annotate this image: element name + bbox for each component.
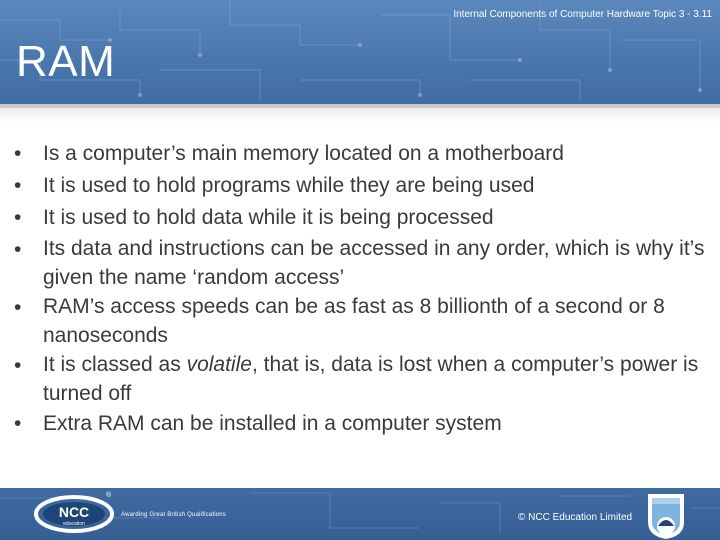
bullet-dot: • — [14, 412, 22, 435]
bullet-text: Extra RAM can be installed in a computer system — [43, 412, 502, 435]
tagline: Awarding Great British Qualifications — [121, 512, 226, 518]
bullet-dot: • — [14, 296, 22, 319]
bullet-text: RAM’s access speeds can be as fast as 8 billionth of a second or 8 nanoseconds — [43, 295, 665, 347]
bullet-item — [14, 350, 714, 408]
bullet-dot: • — [14, 206, 22, 229]
slide-title: RAM — [16, 37, 116, 86]
bullet-text-after: , that is, data is lost when a computer’s power is turned off — [43, 353, 699, 405]
bullet-text: It is used to hold programs while they are being used — [43, 174, 535, 197]
bullet-item — [14, 292, 714, 350]
bullet-text: It is used to hold data while it is being processed — [43, 206, 494, 229]
slide-header — [0, 0, 720, 104]
shield-logo-icon — [646, 492, 686, 540]
bullet-text-italic: volatile — [186, 353, 252, 376]
bullet-text: Is a computer’s main memory located on a motherboard — [43, 142, 564, 165]
bullet-list — [14, 138, 714, 440]
copyright-text: © NCC Education Limited — [518, 512, 633, 523]
bullet-text-before: It is classed as — [43, 353, 187, 376]
registered-mark-text: ® — [106, 492, 112, 498]
bullet-item — [14, 202, 714, 234]
logo-text: NCC — [58, 504, 90, 520]
bullet-dot: • — [14, 142, 22, 165]
bullet-dot: • — [14, 174, 22, 197]
bullet-item — [14, 234, 714, 292]
topic-label: Internal Components of Computer Hardware Topic 3 - 3.11 — [453, 9, 712, 20]
bullet-text: Its data and instructions can be accessed in any order, which is why it’s given the name ‘random access’ — [43, 237, 705, 289]
header-shadow — [0, 108, 720, 122]
registered-mark — [106, 490, 114, 498]
bullet-dot: • — [14, 238, 22, 261]
logo-sub: education — [63, 521, 85, 527]
ncc-logo — [34, 494, 114, 534]
bullet-item — [14, 408, 714, 440]
bullet-dot: • — [14, 354, 22, 377]
bullet-item — [14, 138, 714, 170]
slide-footer — [0, 488, 720, 540]
bullet-item — [14, 170, 714, 202]
